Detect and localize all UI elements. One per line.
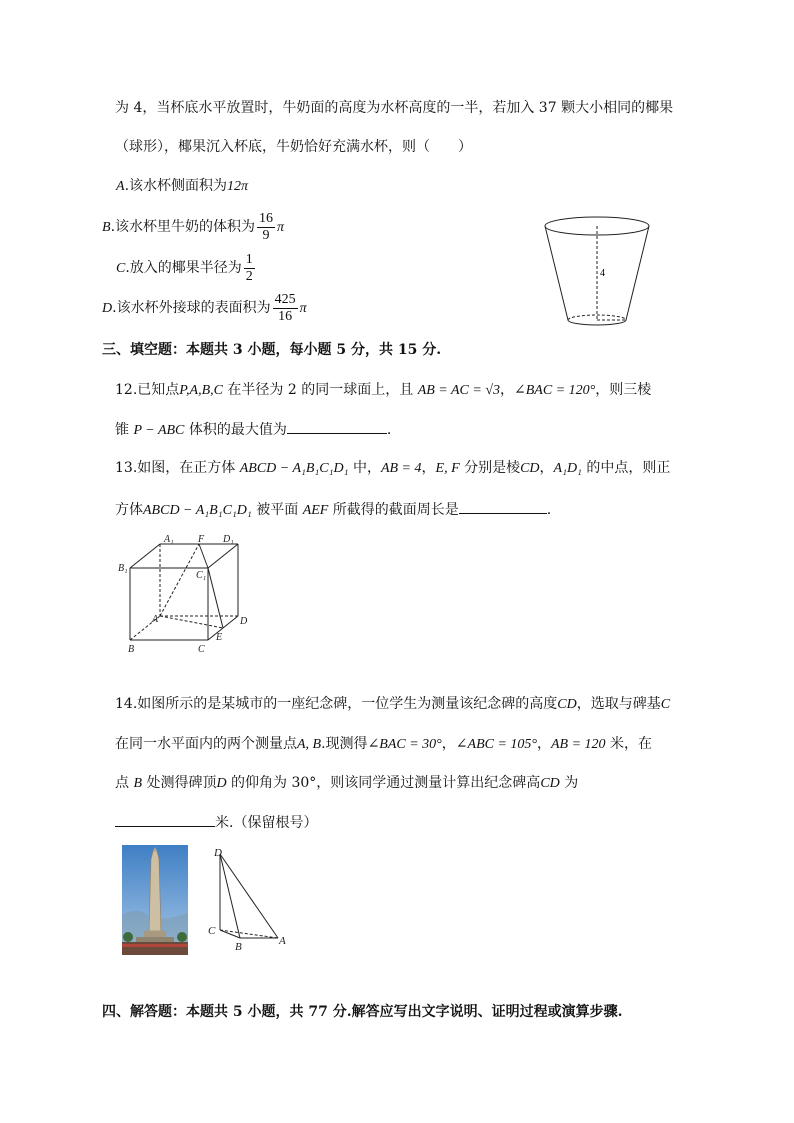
q14-math-c: C [660,697,671,712]
q13-math-cube-2: ABCD − A₁B₁C₁D₁ [143,503,252,518]
q13-answer-blank[interactable] [459,499,547,514]
q11-option-a [116,176,248,197]
cup-left-side [545,226,568,320]
q12-text-1: 12.已知点 [115,382,180,398]
q12-math-pyramid: P − ABC [133,423,185,438]
q12-line2 [115,419,391,441]
cube-edge [208,544,238,568]
q13-text-6: 的中点，则正 [586,460,671,476]
q13-line2 [115,499,551,521]
q13-text-7: 方体 [115,502,143,518]
label-b: B [128,644,135,655]
option-d-letter: D [102,301,113,316]
label-e: E [216,632,223,643]
cup-right-side [626,226,649,320]
q12-text-6: 体积的最大值为 [188,422,287,438]
section-4-heading: 四、解答题：本题共 5 小题，共 77 分.解答应写出文字说明、证明过程或演算步骤. [102,1004,623,1020]
label-a: A [152,614,159,625]
q13-math-ab: AB = 4 [380,461,422,476]
option-c-denominator: 2 [245,268,253,284]
monument-photo [122,845,188,955]
option-c-fraction [244,252,255,285]
option-b-letter: B [102,220,111,235]
q14-math-ab-length: AB = 120 [551,737,606,752]
q14-text-11: 为 [564,775,579,791]
q13-math-aef: AEF [302,503,329,518]
q11-option-d [102,291,307,326]
cup-figure [538,212,656,332]
q12-text-3: ， [500,382,515,398]
q13-math-cube: ABCD − A₁B₁C₁D₁ [239,461,349,476]
q13-text-1: 13.如图，在正方体 [115,460,236,476]
q13-math-ef: E, F [435,461,460,476]
q13-text-8: 被平面 [256,502,299,518]
option-d-fraction [273,292,298,325]
q11-option-c [116,251,257,286]
option-a-text: .该水杯侧面积为 [124,178,228,194]
q12-math-ab-ac: AB = AC = √3 [417,383,501,398]
q13-text-3: ， [421,460,436,476]
section-line-ae [160,616,223,628]
q13-math-a1d1: A₁D₁ [553,461,582,476]
q14-text-4: .现测得 [321,736,368,752]
cube-figure [116,534,252,656]
q12-text-2: 在半径为 2 的同一球面上，且 [227,382,414,398]
option-c-text: .放入的椰果半径为 [125,260,242,276]
q14-text-3: 在同一水平面内的两个测量点 [115,736,297,752]
q11-line1: 为 4，当杯底水平放置时，牛奶面的高度为水杯高度的一半，若加入 37 颗大小相同的椰果 [115,100,674,116]
option-b-numerator: 16 [259,210,274,226]
q13-text-4: 分别是棱 [464,460,521,476]
q14-text-9: 处测得碑顶 [146,775,217,791]
q14-text-8: 点 [115,775,129,791]
q14-text-10: 的仰角为 30°，则该同学通过测量计算出纪念碑高 [231,775,541,791]
q13-math-cd: CD [520,461,540,476]
q14-line3 [115,773,578,794]
q14-text-5: ， [441,736,456,752]
option-a-letter: A [116,179,125,194]
q12-math-angle: ∠BAC = 120° [514,383,596,398]
cube-edge [130,544,160,568]
q11-option-b [102,210,284,245]
q14-line4 [115,812,317,833]
q14-math-angle-bac: ∠BAC = 30° [367,737,442,752]
q14-math-d: D [216,776,227,791]
q12-text-4: ，则三棱 [595,382,652,398]
section-3-heading: 三、填空题：本题共 3 小题，每小题 5 分，共 15 分. [102,342,442,358]
option-c-letter: C [116,261,126,276]
section-line-fc1 [199,544,208,568]
section-line-af [160,544,199,616]
label-f: F [198,534,205,545]
cup-height-label: 4 [600,268,605,279]
option-a-math: 12π [227,179,249,194]
option-d-denominator: 16 [278,308,293,324]
option-b-fraction [257,211,275,244]
q14-text-12: 米.（保留根号） [215,815,318,831]
label-b1: B₁ [118,563,128,574]
q13-text-9: 所截得的截面周长是 [332,502,459,518]
q14-text-2: ，选取与碑基 [576,696,661,712]
q12-text-5: 锥 [115,422,129,438]
label-d: D [214,847,222,859]
label-d1: D₁ [223,534,234,545]
line-da [220,854,278,938]
option-c-numerator: 1 [245,251,253,267]
section-line-c1e [208,568,223,628]
label-a: A [279,935,286,947]
q12-math-points: P,A,B,C [179,383,223,398]
measurement-figure [202,844,292,956]
q12-line1 [115,380,651,401]
q14-answer-blank[interactable] [115,812,215,827]
label-c: C [198,644,205,655]
label-d: D [240,616,248,627]
label-b: B [235,941,242,953]
q14-math-b: B [133,776,143,791]
option-d-numerator: 425 [274,291,296,307]
option-d-text: .该水杯外接球的表面积为 [112,300,271,316]
option-b-text: .该水杯里牛奶的体积为 [110,219,256,235]
q13-text-5: ， [539,460,554,476]
q13-text-10: . [546,502,552,518]
q14-math-cd-2: CD [540,776,560,791]
option-b-denominator: 9 [262,227,270,243]
q11-line2: （球形），椰果沉入杯底，牛奶恰好充满水杯，则（ ） [115,139,472,155]
label-c: C [208,925,216,937]
q14-text-7: 米，在 [610,736,653,752]
line-db [220,854,240,938]
cup-base-front [568,320,626,325]
q14-math-angle-abc: ∠ABC = 105° [455,737,537,752]
option-b-pi: π [277,220,285,235]
q14-math-ab-points: A, B [297,737,322,752]
q14-math-cd: CD [557,697,577,712]
q12-answer-blank[interactable] [287,419,387,434]
q13-text-2: 中， [352,460,381,476]
q14-line1 [115,694,670,715]
label-c1: C₁ [196,570,207,581]
q12-text-7: . [386,422,392,438]
label-a1: A₁ [164,534,174,545]
q13-line1 [115,458,670,479]
q14-line2 [115,734,652,755]
option-d-pi: π [299,301,307,316]
q14-text-6: ， [537,736,551,752]
q14-text-1: 14.如图所示的是某城市的一座纪念碑，一位学生为测量该纪念碑的高度 [115,696,558,712]
